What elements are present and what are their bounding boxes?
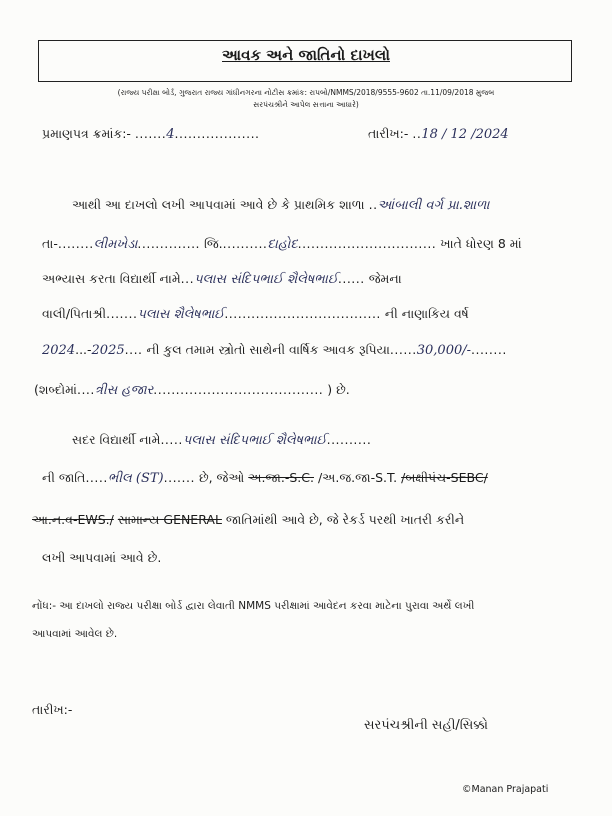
certificate-number-value: 4	[166, 127, 175, 142]
jemna-text: જેમના	[368, 271, 402, 286]
jeo-text: છે, જેઓ	[198, 470, 245, 485]
body-line-4: વાલી/પિતાશ્રી.......પલાસ શૈલેષભાઈ................................... ની નાણાકિય વર્ષ	[42, 306, 469, 322]
body-line-8: ની જાતિ.....ભીલ (ST)....... છે, જેઓ અ.જા.-S.C. /અ.જ.જા-S.T. /બક્ષીપંચ-SEBC/	[42, 470, 488, 486]
body-line-6: (શબ્દોમાં....ત્રીસ હજાર...................................... ) છે.	[34, 382, 350, 398]
parent-label: વાલી/પિતાશ્રી	[42, 306, 107, 321]
sarpanch-signature-label: સરપંચશ્રીની સહી/સિક્કો	[364, 718, 488, 733]
note-line-1: નોંધ:- આ દાખલો રાજ્ય પરીક્ષા બોર્ડ દ્વારા લેવાતી NMMS પરીક્ષામાં આવેદન કરવા માટેના પુરાવા અર્થે લખી	[32, 600, 475, 612]
body-line-9	[32, 512, 464, 528]
category-ews: આ.ન.વ-EWS./	[32, 512, 114, 527]
year-to: 2025	[91, 343, 125, 358]
parent-name: પલાસ શૈલેષભાઈ	[137, 307, 225, 322]
financial-year-text: ની નાણાકિય વર્ષ	[384, 306, 469, 321]
confirm-text: જાતિમાંથી આવે છે, જે રેકર્ડ પરથી ખાતરી કરીને	[225, 512, 465, 527]
closing-line: લખી આપવામાં આવે છે.	[42, 550, 162, 565]
document-title: આવક અને જાતિનો દાખલો	[222, 46, 390, 64]
body-line-3: અભ્યાસ કરતા વિદ્યાર્થી નામે...પલાસ સંદિપભાઈ શૈલેષભાઈ...... જેમના	[42, 271, 402, 287]
intro-text: આથી આ દાખલો લખી આપવામાં આવે છે કે પ્રાથમિક શાળા	[72, 197, 365, 212]
words-label: (શબ્દોમાં	[34, 382, 77, 397]
subtitle-line-1: (રાજ્ય પરીક્ષા બોર્ડ, ગુજરાત રાજ્ય ગાંધીનગરના નોટીસ ક્રમાંક: રાપબો/NMMS/2018/9555-9602 તા.11/09/2018 મુજબ	[117, 88, 495, 97]
date-row: તારીખ:- ..18 / 12 /2024	[368, 126, 509, 142]
category-sebc: /બક્ષીપંચ-SEBC/	[401, 470, 488, 485]
words-close: ) છે.	[327, 382, 350, 397]
income-text: ની કુલ તમામ સ્ત્રોતો સાથેની વાર્ષિક આવક રૂપિયા	[146, 342, 390, 357]
caste-label: ની જાતિ	[42, 470, 86, 485]
body-line-7: સદર વિદ્યાર્થી નામે.....પલાસ સંદિપભાઈ શૈલેષભાઈ..........	[72, 432, 372, 448]
date-label: તારીખ:-	[368, 126, 409, 141]
date-value: 18 / 12 /2024	[421, 127, 509, 142]
certificate-number-row: પ્રમાણપત્ર ક્રમાંક:- .......4...................	[42, 126, 260, 142]
income-value: 30,000/-	[416, 343, 472, 358]
standard-text: ખાતે ધોરણ 8 માં	[440, 236, 522, 251]
caste-value: ભીલ (ST)	[107, 471, 164, 486]
sadar-text: સદર વિદ્યાર્થી નામે	[72, 432, 161, 447]
body-line-2: તા-........લીમખેડા.............. જિ...........દાહોદ............................... ખાતે ધોરણ 8 માં	[42, 236, 522, 252]
footer-date-label: તારીખ:-	[32, 702, 73, 717]
subtitle-line-2: સરપંચશ્રીને આપેલ સત્તાના આધારે)	[253, 100, 359, 109]
certificate-number-label: પ્રમાણપત્ર ક્રમાંક:-	[42, 126, 131, 141]
taluka-label: તા-	[42, 236, 58, 251]
year-from: 2024	[42, 343, 76, 358]
income-in-words: ત્રીસ હજાર	[94, 383, 154, 398]
category-sc: અ.જા.-S.C.	[248, 470, 314, 485]
note-line-2: આપવામાં આવેલ છે.	[32, 628, 118, 640]
student-name: પલાસ સંદિપભાઈ શૈલેષભાઈ	[194, 272, 338, 287]
school-name: આંબાલી વર્ગ પ્રા.શાળા	[377, 198, 490, 213]
category-st: /અ.જ.જા-S.T.	[317, 470, 398, 485]
category-general: સામાન્ય GENERAL	[117, 512, 222, 527]
study-text: અભ્યાસ કરતા વિદ્યાર્થી નામે	[42, 271, 181, 286]
district-value: દાહોદ	[267, 237, 298, 252]
district-label: જિ.	[204, 236, 223, 251]
copyright-text: ©Manan Prajapati	[462, 784, 549, 795]
body-line-5: 2024...-2025.... ની કુલ તમામ સ્ત્રોતો સાથેની વાર્ષિક આવક રૂપિયા......30,000/-........	[42, 342, 507, 358]
taluka-value: લીમખેડા	[93, 237, 138, 252]
student-name-2: પલાસ સંદિપભાઈ શૈલેષભાઈ	[182, 433, 327, 448]
body-line-1: આથી આ દાખલો લખી આપવામાં આવે છે કે પ્રાથમિક શાળા ..આંબાલી વર્ગ પ્રા.શાળા	[72, 197, 490, 213]
